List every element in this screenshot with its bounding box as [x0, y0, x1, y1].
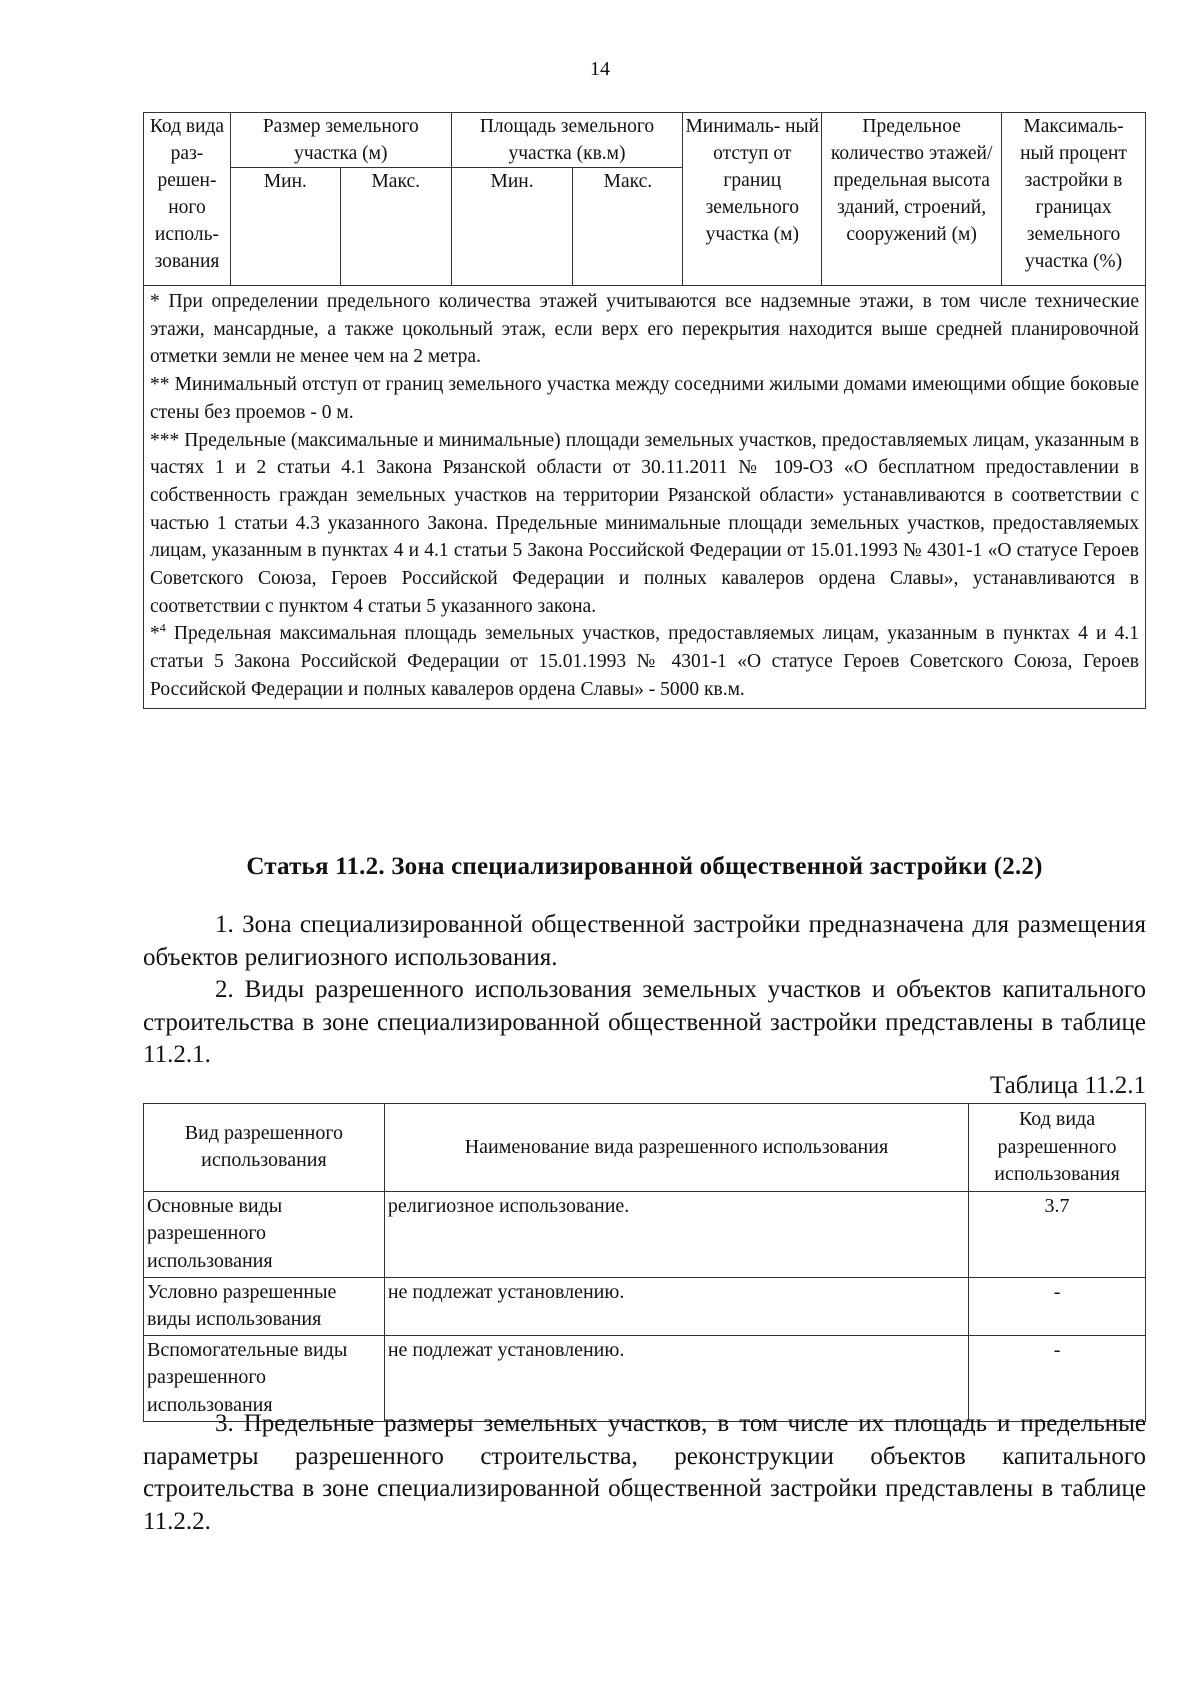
header-area-max: Макс.: [573, 168, 683, 286]
paragraph: 2. Виды разрешенного использования земельных участков и объектов капитального строительства в зоне специализированной общественной застройки представлены в таблице 11.2.1.: [143, 976, 1146, 1068]
header-plot-size: Размер земельного участка (м): [230, 113, 451, 168]
footnotes-cell: [144, 286, 1146, 709]
use-kind-cell: Основные виды разрешенного использования: [144, 1191, 385, 1277]
table-row: [144, 1191, 1146, 1277]
footnote: ** Минимальный отступ от границ земельного участка между соседними жилыми домами имеющими общие боковые стены без проемов - 0 м.: [150, 374, 1139, 423]
footnote-sup: 4: [159, 620, 166, 635]
header-size-max: Макс.: [340, 168, 451, 286]
paragraph: 1. Зона специализированной общественной застройки предназначена для размещения объектов религиозного использования.: [143, 911, 1146, 971]
use-code-cell: -: [969, 1335, 1146, 1421]
paragraph: 3. Предельные размеры земельных участков, в том числе их площадь и предельные параметры разрешенного строительства, реконструкции объектов капитального строительства в зоне специализированной общественной застройки представлены в таблице 11.2.2.: [143, 1410, 1146, 1535]
header-plot-area: Площадь земельного участка (кв.м): [451, 113, 683, 168]
footnote: * При определении предельного количества этажей учитываются все надземные этажи, в том числе технические этажи, мансардные, а также цокольный этаж, если верх его перекрытия находится выше средней планировочной отметки земли не менее чем на 2 метра.: [150, 291, 1139, 368]
header-code: Код вида раз- решен- ного исполь- зования: [144, 113, 231, 286]
header-use-code: Код вида разрешенного использования: [969, 1104, 1146, 1192]
page-number: 14: [590, 58, 610, 80]
header-max-percent: Максималь- ный процент застройки в границах земельного участка (%): [1002, 113, 1146, 286]
article-heading: Статья 11.2. Зона специализированной общественной застройки (2.2): [246, 853, 1043, 880]
footnote: *** Предельные (максимальные и минимальные) площади земельных участков, предоставляемых лицам, указанным в частях 1 и 2 статьи 4.1 Закона Рязанской области от 30.11.2011 № 109-ОЗ «О бесплатном предоставлении в собственность граждан земельных участков на территории Рязанской области» устанавливаются в соответствии с частью 1 статьи 4.3 указанного Закона. Предельные минимальные площади земельных участков, предоставляемых лицам, указанным в пунктах 4 и 4.1 статьи 5 Закона Российской Федерации от 15.01.1993 № 4301-1 «О статусе Героев Советского Союза, Героев Российской Федерации и полных кавалеров ордена Славы», устанавливаются в соответствии с пунктом 4 статьи 5 указанного закона.: [150, 429, 1139, 617]
footnote-4: [150, 620, 1139, 703]
header-max-floors: Предельное количество этажей/ предельная высота зданий, строений, сооружений (м): [822, 113, 1002, 286]
use-name-cell: не подлежат установлению.: [384, 1277, 968, 1335]
table-row: [144, 1277, 1146, 1335]
header-use-name: Наименование вида разрешенного использования: [384, 1104, 968, 1192]
permitted-uses-table: [143, 1103, 1146, 1422]
table-caption: Таблица 11.2.1: [990, 1072, 1146, 1099]
use-name-cell: религиозное использование.: [384, 1191, 968, 1277]
footnote-text: Предельная максимальная площадь земельных участков, предоставляемых лицам, указанным в пунктах 4 и 4.1 статьи 5 Закона Российской Федерации от 15.01.1993 № 4301-1 «О статусе Героев Советского Союза, Героев Российской Федерации и полных кавалеров ордена Славы» - 5000 кв.м.: [150, 623, 1139, 700]
use-code-cell: -: [969, 1277, 1146, 1335]
header-size-min: Мин.: [230, 168, 340, 286]
use-name-cell: не подлежат установлению.: [384, 1335, 968, 1421]
footnote-mark: *: [150, 623, 160, 645]
use-kind-cell: Условно разрешенные виды использования: [144, 1277, 385, 1335]
header-min-offset: Минималь- ный отступ от границ земельного участка (м): [683, 113, 822, 286]
parameters-table: [143, 112, 1146, 709]
header-area-min: Мин.: [451, 168, 573, 286]
use-kind-cell: Вспомогательные виды разрешенного использования: [144, 1335, 385, 1421]
header-use-kind: Вид разрешенного использования: [144, 1104, 385, 1192]
use-code-cell: 3.7: [969, 1191, 1146, 1277]
